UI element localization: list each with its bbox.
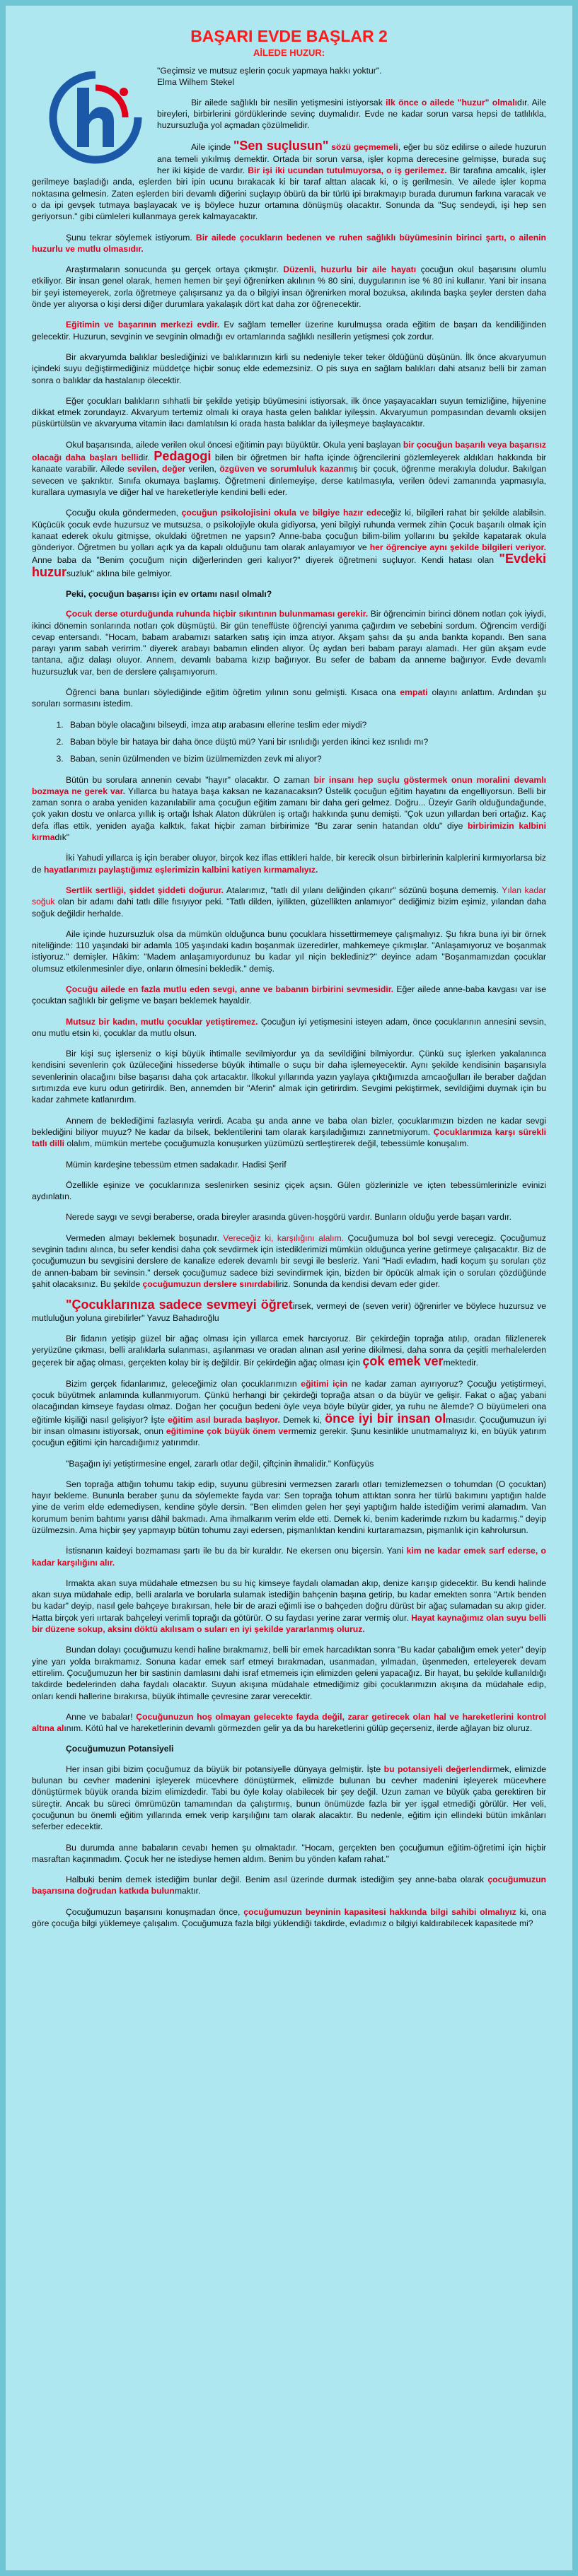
highlighted-text: Vereceğiz ki, karşılığını alalım. xyxy=(223,1232,345,1243)
highlighted-text: Mutsuz bir kadın, mutlu çocuklar yetiştiremez. xyxy=(66,1016,258,1027)
paragraph xyxy=(32,1458,546,1469)
text-run: Bir fidanın yetişip güzel bir ağaç olması için yıllarca emek harcıyoruz. Bir çekirdeğin toprağa atılıp, oradan filizlenerek yeryüzüne çıkması, belli aralıklarla sulanması, aşılanması ve oradan alınan asıl yerine dikilmesi, daha sonra da çeşitli merhalelerden geçerek bir ağaç olması, gerçekten kolay bir iş değildir. Bir çekirdeğin ağaç olması için xyxy=(32,1333,546,1368)
highlighted-text: ilk önce o ailede "huzur" olmalı xyxy=(386,97,518,107)
highlighted-text: çocuğumuzun beyninin kapasitesi hakkında bilgi sahibi olmalıyız xyxy=(243,1906,516,1917)
text-run: dır. Aile bireyleri, birbirlerini gördüklerinde sevinç duymalıdır. Evde ne kadar sorun varsa hepsi de tatlılıkla, huzursuzluğa yol açmadan çözülmelidir. xyxy=(157,97,546,131)
text-run: Anne baba da "Benim çocuğum niçin diğerlerinden geri kalıyor?" diyerek öğretmeni suçluyor. Kendi hatası olan xyxy=(32,555,499,566)
quote-author: Elma Wilhem Stekel xyxy=(157,77,235,88)
highlighted-text: bu potansiyeli değerlendir xyxy=(383,1764,493,1774)
paragraph xyxy=(32,1644,546,1701)
text-run: olalım, mümkün mertebe çocuğumuzla konuşurken yüzümüzü sertleştirerek değil, tebessümle konuşalım. xyxy=(64,1138,469,1149)
text-run: Eğer çocukları balıkların sıhhatli bir şekilde yetişip büyümesini istiyorsak, ilk önce yaşayacakları suyun temizliğine, hijyenine dikkat etmek zorundayız. Akvaryum tertemiz olmalı ki oraya hasta gelen balıklar iyileşsin. Akvaryumun pompasından devamlı oksijen püskürtülsün ve akvaryuma vitamin ilacı damlatılsın ki orada hasta balıklar da iyileşmeye başlayacaktır. xyxy=(32,395,546,429)
paragraph xyxy=(32,1578,546,1635)
highlighted-text: Hayat kaynağımız olan suyu belli bir düzene sokup, aksi​nı döktü akılısam o suları en iyi şekilde yararlanmış oluruz. xyxy=(32,1612,547,1635)
paragraph xyxy=(32,928,546,974)
highlighted-text: bir çocuğun başarılı veya başarısız olacağı daha başları belli xyxy=(32,439,546,463)
highlighted-text: bir insanı hep suçlu göstermek onun moralini devamlı bozmaya ne gerek var. xyxy=(32,774,546,796)
text-run: Bu durumda anne babaların cevabı hemen şu olmaktadır. "Hocam, gerçekten ben çocuğumun eğitim-öğretimi için hiçbir masraftan kaçınmadım. Çocuk her ne istediyse hemen aldım. Benim bu yönden kafam rahat." xyxy=(32,1842,546,1864)
text-run: Mümin kardeşine tebessüm etmen sadakadır. Hadisi Şerif xyxy=(66,1159,287,1170)
highlighted-text: Yılan kadar soğuk xyxy=(32,885,546,907)
logo-graphic xyxy=(45,66,147,169)
text-run: masıdır. Çocuğumuzun iyi bir insan olmasını istiyorsak, onun xyxy=(32,1414,546,1436)
article-body-part-2 xyxy=(32,774,546,1930)
paragraph xyxy=(32,1179,546,1203)
paragraph xyxy=(32,1711,546,1735)
text-run: Her insan gibi bizim çocuğumuz da büyük bir potansiyelle dünyaya gelmiştir. İşte xyxy=(66,1764,384,1774)
paragraph xyxy=(32,1159,546,1170)
text-run: Bir öğrencimin birinci dönem notları çok iyiydi, ikinci dönemin sonlarında notları çok düşmüştü. Bir gün teneffüste öğrenciyi yanıma çağırdım ve sebebini sordum. Öğrencim verdiği cevap entersandı. "Hocam, babam arabamızı satarken satış için imza atıyor. Akşam şahsı da şu anda bankta kopandı. Ben sana parayı yarım sabah verirrim." diyerek arabayı babamın elinden alıyor. Üç aydan beri babam parayı alamadı. Her gün akşam evde tantana, ağız dalaşı oluyor. Annem, devamlı babama kızıp bağırıyor. Bu sefer de babam da anneme bağırıyor. Evde devamlı huzursuzluk var, ben de derslere çalışamıyorum. xyxy=(32,609,547,677)
text-run: Çocuğumuza bol bol sevgi verecegiz. Çocuğumuz sevgi​nin tadını alınca, bu sefer kendisi daha çok sevdirmek için istediklerimizi mümkün olduğunca yerine getirmeye çalışacaktır. Biz de çocuğumuzun bu sevgisini derslere de kanalize ederek devamlı bir sevgi ile besleriz. Yani "Hadi evladım, hadi koçum şu soruları çöz de annen-babam bir sevinsin." dersek çocuğumuz sadece bizi sevindirmek için, bizden bir öpücük almak için o soruları çözdüğünde şahit olacaksınız. Bu şekilde xyxy=(32,1232,547,1289)
paragraph xyxy=(32,1842,546,1865)
highlighted-text: kim ne kadar emek sarf ederse, o kadar karşılığını alır. xyxy=(32,1546,546,1568)
text-run: Halbuki benim demek istediğim bunlar değil. Benim asıl üzerinde durmak istediğim şey anne-baba olarak xyxy=(66,1875,488,1885)
text-run: İki Yahudi yıllarca iş için beraber oluyor, birçok kez iflas ettikleri halde, bir kerecik olsun birbirlerinin kalplerini kırmıyorlarsa biz de xyxy=(32,853,546,875)
paragraph xyxy=(32,1333,546,1369)
section-heading xyxy=(32,588,546,600)
paragraph xyxy=(32,1016,546,1039)
highlighted-text: Çocuklarımıza karşı sürekli tatlı dilli xyxy=(32,1126,546,1149)
paragraph xyxy=(32,1378,546,1449)
text-run: bilen bir öğretmen bir hafta içinde öğrencilerini gözlemleyerek aldıkları hakkında bir kanaate varabilir. Ailede xyxy=(32,453,546,474)
text-run: Çocuğu okula göndermeden, xyxy=(66,508,182,518)
highlighted-text: birbirimizin kalbini kırma xyxy=(32,820,547,843)
paragraph xyxy=(32,1115,546,1150)
highlighted-text: Çocuğu ailede en fazla mutlu eden sevgi, anne ve babanın birbirini sevmesidir. xyxy=(66,984,394,994)
text-run: Bir tarafına amcalık, işler gerilmeye başladığı anda, eşlerden biri ipin ucunu bırakacak ki bir taraf alttan alacak ki, o iş gerilmesin. Ve ailede işler kopma noktasına gelmesin. Zaten eşlerden biri devamlı diğerini suçlayıp öbürü da bir türlü ipi bırakmayıp burada durumun farkına varacak ve o da ipi gevşek tutmaya başlayacak ve iş böylece huzur ortamına dönüşmüş olacaktır. Sonunda da "Suç sendeydi, işi hep sen geriyorsun." gibi cümleleri kullanmaya gerek kalmayacaktır. xyxy=(32,165,546,222)
highlighted-text: Çocuk derse oturduğunda ruhunda hiçbir sıkıntının bulunmaması gerekir. xyxy=(66,609,369,619)
paragraph xyxy=(32,439,546,498)
text-run: Aile içinde xyxy=(191,142,233,153)
highlighted-text: Bir işi iki ucundan tutulmuyorsa, o iş gerilemez. xyxy=(248,165,447,176)
text-run: Aile içinde huzursuzluk olsa da mümkün olduğunca bunu çocuklara hissettirmemeye çalışmalıyız. Şu fıkra buna iyi bir örnek niteliğinde: 110 yaşındaki bir adamla 105 yaşındaki kadın boşanmak üzeredirler, mahkemeye çıkmışlar. "Anlaşamıyoruz ve boşanmak istiyoruz." demişler. Hâkim: "Madem anlaşamıyordunuz bu kadar yıl niçin beklediniz?" deyince adam "Boşanmamızdan çocuklar olumsuz etkilenmesinler diye, onların ölmesini bekledik." demiş. xyxy=(32,928,546,974)
text-run: Nerede saygı ve sevgi beraberse, orada bireyler arasında güven-hoşgörü vardır. Bunların olduğu yerde başarı vardır. xyxy=(66,1212,512,1223)
paragraph xyxy=(32,984,546,1007)
highlighted-text: çocuğumuzun derslere sınırdabi xyxy=(142,1278,276,1289)
section-heading xyxy=(32,1743,546,1754)
text-run: olan bir adamı dahi tatlı dille fısıyıyor peki. "Tatlı dilden, iyilikten, güzellikten anlamıyor" dediğimiz bizim eşimiz, yılandan daha soğuk değildir herhalde. xyxy=(32,897,546,919)
paragraph xyxy=(32,852,546,875)
paragraph xyxy=(32,1211,546,1223)
text-run: Bundan dolayı çocuğumuzu kendi haline bırakmamız, belli bir emek harcadıktan sonra "Bu kadar çabalığım emek yeter" deyip yine yarı yolda bırakmamız. Sonuna kadar emek sarf etmeyi bırakmadan, usanmadan, yılmadan, üşenmeden, erteleyerek devam ettirelim. Çocuğumuzun her bir sastinin damlasını dahi israf etmemeis için elimizden geleni yapacağız. Bir hayat, bu şekilde kullanıldığı takdirde bedelerinden daha faydalı olacaktır. Suyun akışına müdahale etmediğimiz gibi çocuklarımızın akışına da müdahale edip, onları kendi hallerine bırakırsa, büyük ihtimalle çevresine zarar verecektir. xyxy=(32,1645,546,1701)
highlighted-text: Eğitimin ve başarının merkezi evdir. xyxy=(66,320,220,330)
text-run: Eğer ailede anne-baba kavgası var ise çocuktan sağlıklı bir gelişme ve başarı beklemek hayaldir. xyxy=(32,984,546,1006)
section-subtitle: AİLEDE HUZUR: xyxy=(253,47,325,58)
highlighted-text: Pedagogi xyxy=(154,449,212,464)
text-run: maktır. xyxy=(174,1886,201,1896)
text-run: ceğiz ki, bilgileri rahat bir şekilde alabilsin. Küçücük çocuk evde huzursuz ve mutsuzsa, o psikolojiyle okula gidiyorsa, yeni bilgiyi ruhunda vermek zihin Çocuk başarılı olmak için kanaat ederek okulu gitmişse, okuldaki öğretmen ne yapsın? Anne-baba çocuğun bilim-bilim yollarını bu şekilde kapatarak okula gönderiyor. Öğretmen bu yolları açık ya da kapalı olduğunu tam olarak anlayamıyor ve xyxy=(32,508,547,553)
text-run: Araştırmaların sonucunda şu gerçek ortaya çıkmıştır. xyxy=(66,264,284,275)
highlighted-text: "Çocuklarınıza sadece sevmeyi öğret xyxy=(66,1298,293,1312)
text-run: mektedir. xyxy=(443,1358,478,1368)
paragraph xyxy=(32,1048,546,1105)
text-run: olayını anlattım. Ardından şu soruları sormasını istedim. xyxy=(32,687,546,709)
highlighted-text: eğitim asıl burada başlıyor. xyxy=(168,1414,280,1425)
list-item: 2. Baban böyle bir hataya bir daha önce düştü mü? Yani bir ısrılıdığı yerden ikinci kez ısrılıdı mı? xyxy=(66,736,546,747)
text-run: ki, ona göre çocuğa bilgi yüklemeye çalışalım. Çocuğumuza fazla bilgi yüklendiği takdirde, evladımız o bilgiyi kaldırabilecek kapasitede mi? xyxy=(32,1906,546,1928)
text-run: Vermeden almayı beklemek boşunadır. xyxy=(66,1232,224,1243)
text-run: çocuğun okul başarısını olumlu etkiliyor. Bir insan genel olarak, hemen hemen bir şeyi öğrenirken akılının % 80 sini, duygularının ise % 80 ini kullanır. Yani bir insana bir şeyi istemeyerek, zorla öğretmeye çalışırsanız ya da o bilgiyi insan öğrenirken moral bozuksa, akılında başka şeyler dersten daha önde yer alıyorsa o kişi dersi diğer durumlara yakalaşık dört kat daha zor öğrenecektir. xyxy=(32,264,546,310)
text-run: Irmakta akan suya müdahale etmezsen bu su hiç kimseye faydalı olamadan akıp, denize karışıp gidecektir. Bu kendi halinde akan suya müdahale edip, belli aralarla ve borularla sulamak istediğin bahçenin başına getirip, bu kadar emekten sonra "Artık benden bu kadar" deyip, nasıl gele bahçeye bırakırsan, hele bir de arazi eğimli ise o bahçeden doğru dürüst bir ağaç sulamadan su akıp gider. Hatta birçok yeri ıırtarak bahçeleyi verimli toprağı da götürür. O su faydası yerine zarar vermiş olur. xyxy=(32,1578,546,1623)
highlighted-text: "Evdeki huzur xyxy=(32,552,546,579)
page-title: BAŞARI EVDE BAŞLAR 2 xyxy=(190,27,388,45)
text-run: Sen toprağa attığın tohumu takip edip, suyunu gübresini vermezsen zararlı otları temizlemezsen o tohumdan (O çocuktan) hayır bekleme. Bununla beraber şunu da söylemekte fayda var: Sen toprağa tohum attıktan sonra her türlü bakımını yaptığın halde yine de verim elde edemediysen, kendine şöyle dersin. "Ben elimden gelen her şeyi yaptığım halde istediğim verimi alamadım. Van korumum benim bahtımı yarısı dâhil bakmadı. Ama ihmalkarım verim elde etti. Demek ki, benim kaderimde rızkım bu kadarmış." deyip üzülmezsin. Ama hiçbir şey yapmayıp bütün tohumu zayi edersen, pişmanlıktan kendini kurtaramazsın, pişmanlık için kahrolursun. xyxy=(32,1479,546,1535)
paragraph xyxy=(32,1232,546,1290)
text-run: Bir ailede sağlıklı bir nesilin yetişmesini istiyorsak xyxy=(191,97,386,107)
text-run: suzluk" aklına bile gelmiyor. xyxy=(67,568,173,578)
text-run: dir. xyxy=(138,453,154,463)
highlighted-text: çocuğumuzun başarısına doğrudan katkıda bulun xyxy=(32,1875,546,1896)
text-run: liriz. Sonunda da kendisi devam eder gider. xyxy=(275,1278,441,1289)
text-run: mek, elimizde bulunan bu cevher madenini işleyerek mücevhere dönüştürmek, elimizde bulunan bu cevher madenini işleyerek mücevhere dönüştürmek büyük oranda bizim elimizdedir. Tabi bu öyle kolay olabilecek bir şey değil. Uzun zaman ve büyük çaba gerektiren bir süreçtir. Ancak bu süreci ömrümüzün tamamından da çalıştırmış, bunun önümüzde fazla bir yer işgal etmediği görülür. Her veli, çocuğunun bu önemli eğitim yıllarında emek verip karşılığını tam olarak alacaktır. Bu nedenle, eğitim için ellindeki bütün imkânları seferber edecektir. xyxy=(32,1764,546,1832)
paragraph xyxy=(32,232,546,255)
highlighted-text: Çocuğunuzun hoş olmayan gelecekte fayda değil, zarar getirecek olan hal ve hareketlerini kontrol altına al xyxy=(32,1711,546,1734)
paragraph xyxy=(32,1906,546,1930)
text-run: Çocuğumuzun başarısını konuşmadan önce, xyxy=(66,1906,244,1917)
text-run: Bir kişi suç işlerseniz o kişi büyük ihtimalle sevilmiyordur ya da sevildiğini bilmiyordur. Çünkü suç işlerken yakalanınca kendisini sevenlerin çok üzüleceğini hissederse büyük ihtimalle o suçu bir daha işlemeyecektir. Aynı şekilde kendisinin başarısıyla sevenlerinin olacağını bilse başarısı daha çok artacaktır. İlkokul yıllarında yazın yaylaya çıktığımızda amcaoğulları ile beraber dağdan sırtımızda eve kuru odun getirirdik. Ben, annemden bir "Aferin" almak için getirirdim. Sevgimi pekiştirmek, sevildiğimi duymak için bu kadar zahmete katlanırdım. xyxy=(32,1049,546,1105)
text-run: Özellikle eşinize ve çocuklarınıza seslenirken sesiniz çiçek açsın. Gülen gözlerinizle ve içten tebessümlerinizle evinizi aydınlatın. xyxy=(32,1179,546,1202)
highlighted-text: eğitimi için xyxy=(301,1378,348,1389)
text-run: ne kadar zaman ayırıyoruz? Çocuğu yetiştirmeyi, çocuk büyütmek anlamında kullanmıyorum. Çünkü herhangi bir çekirdeği toprağa atsan o da büyür ve gelişir. Fakat o ağaç yabani olacağından kimseye faydası olmaz. Doğan her çocuğun bedeni öyle veya böyle büyür gider, ya ruhu ne âlemde? O büyümeleri ona eğitimle kişiliği nasıl gelişiyor? İşte xyxy=(32,1378,546,1425)
quote-text: "Geçimsiz ve mutsuz eşlerin çocuk yapmaya hakkı yoktur". xyxy=(157,66,382,76)
article xyxy=(32,27,546,1938)
text-run: dık" xyxy=(54,832,70,843)
paragraph xyxy=(32,319,546,342)
paragraph xyxy=(32,1479,546,1536)
paragraph xyxy=(32,1764,546,1833)
highlighted-text: Bir ailede çocukların bedenen ve ruhen sağlıklı büyümesinin birinci şartı, o ailenin huzurlu ve mutlu olmasıdır. xyxy=(32,232,546,254)
highlighted-text: özgüven ve sorumluluk kazan xyxy=(219,464,344,474)
highlighted-text: sevilen, değer xyxy=(127,464,186,474)
paragraph xyxy=(32,774,546,844)
text-run: Bizim gerçek fidanlarımız, geleceğimiz olan çocuklarımızın xyxy=(66,1378,301,1389)
text-run: Demek ki, xyxy=(279,1414,325,1425)
paragraph xyxy=(32,885,546,919)
paragraph xyxy=(32,264,546,310)
page-background xyxy=(6,6,572,2570)
text-run: Annem de beklediğimi fazlasıyla verirdi. Acaba şu anda anne ve baba olan bizler, çocuklarımızın bizden ne kadar sevgi beklediğini biliyor muyuz? Ne kadar da bilsek, beklentilerini tam olarak karşıladığımızı zannetmiyorum. xyxy=(32,1115,546,1137)
paragraph xyxy=(32,1874,546,1897)
highlighted-text: çocuğun psikolojisini okula ve bilgiye hazır ede xyxy=(181,508,382,518)
text-run: Bir akvaryumda balıklar beslediğinizi ve balıklarınızın kirli su nedeniyle teker teker öldüğünü düşünün. İlk önce akvaryumun içindeki suyu değiştirmediğiniz müddetçe hiçbir sonuç elde edemezsiniz. O pis suya en sağlam balıkları dahi atsanız belli bir zaman sonra o balıklar da hastalanıp ölecektir. xyxy=(32,351,546,385)
paragraph xyxy=(32,1545,546,1568)
highlighted-text: eğitimine çok büyük önem ver xyxy=(166,1426,291,1436)
text-run: , eğer bu söz edilirse o ailede huzurun ana temeli yıkılmış demektir. Ortada bir sorun varsa, işler kopma derecesine gelmişse, burada suç her iki kişide de vardır. xyxy=(157,142,546,176)
text-run: Çocuğun iyi yetişmesini isteyen adam, önce çocuklarının annesini sevsin, onu mutlu etsin ki, çocuklar da mutlu olsun. xyxy=(32,1016,546,1038)
text-run: Anne ve babalar! xyxy=(66,1711,137,1722)
highlighted-text: çok emek ver xyxy=(362,1354,444,1369)
highlighted-text: "Sen suçlusun" xyxy=(233,139,329,153)
text-run: Ev sağlam temeller üzerine kurulmuşsa orada eğitim de başarı da kendiliğinden gelecektir. Huzurun, sevginin ve sevginin olmadığı ev ortamlarında sağlıklı nesillerin yetişmesi çok zordur. xyxy=(32,320,546,342)
text-run: verilen, xyxy=(185,464,220,474)
text-run: memiz gerekir. Şunu kesinlikle unutmamalıyız ki, en büyük yatırım çocuğun eğitimi için harcadığımız yatırımdır. xyxy=(32,1426,546,1448)
paragraph xyxy=(32,351,546,386)
paragraph xyxy=(32,608,546,677)
highlighted-text: hayatlarımızı paylaştığımız eşlerimizin kalbini katiyen kırmamalıyız. xyxy=(43,864,318,875)
text-run: Bütün bu sorulara annenin cevabı "hayır" olacaktır. O zaman xyxy=(66,774,314,785)
highlighted-text: Sertlik sertliği, şiddet şiddeti doğurur. xyxy=(66,885,224,895)
highlighted-text: her öğrenciye aynı şekilde bilgileri veriyor. xyxy=(369,542,546,553)
letter-h-logo-icon xyxy=(45,66,147,169)
text-run: İstisnanın kaideyi bozmaması şartı ile bu da bir kuraldır. Ne ekersen onu biçersin. Yani xyxy=(66,1546,407,1556)
text-run: Şunu tekrar söylemek istiyorum. xyxy=(66,232,196,243)
paragraph xyxy=(32,395,546,430)
paragraph xyxy=(32,1299,546,1324)
text-run: ınım. Kötü hal ve hareketlerinin devamlı görmezden gelir ya da bu hareketlerini gülüp geçerseniz, ilerde ağlayan biz oluruz. xyxy=(64,1723,533,1734)
highlighted-text: Düzenli, huzurlu bir aile hayatı xyxy=(283,264,417,275)
text-run: Öğrenci bana bunları söylediğinde eğitim öğretim yılının sonu gelmişti. Kısaca ona xyxy=(66,687,400,698)
list-item: 1. Baban böyle olacağını bilseydi, imza atıp arabasını ellerine teslim eder miydi? xyxy=(66,719,546,730)
article-body-part-1 xyxy=(32,97,546,710)
text-run: Okul başarısında, ailede verilen okul öncesi eğitimin payı büyüktür. Okula yeni başlayan xyxy=(66,439,403,450)
highlighted-text: empati xyxy=(400,687,428,698)
text-run: Atalarımız, "tatlı dil yılanı deliğinden çıkarır" sözünü boşuna dememiş. xyxy=(224,885,502,895)
question-list xyxy=(32,719,546,765)
text-run: mış bir çocuk, öğrenme merakıyla doludur. Bakılgan sevecen ve şakrıktır. Sınıfa okumaya başlamış. Öğretmeni dinlemeyişe, derse katılmasıyla, verilen ödevi zamanında yapmasıyla, kurallara uymasıyla ve diğer hal ve hareketleriyle kendini belli eder. xyxy=(32,464,546,497)
paragraph xyxy=(32,687,546,710)
paragraph xyxy=(32,507,546,579)
highlighted-text: önce iyi bir insan ol xyxy=(325,1411,446,1426)
text-run: Peki, çocuğun başarısı için ev ortamı nasıl olmalı? xyxy=(66,588,272,599)
highlighted-text: sözü geçmemeli xyxy=(328,142,398,153)
text-run: irsek, vermeyi de (seven verir) öğrenirler ve böylece huzursuz ve mutluluğun yoluna girebilirler" Yavuz Bahadıroğlu xyxy=(32,1301,546,1323)
list-item: 3. Baban, senin üzülmenden ve bizim üzülmemizden zevk mi alıyor? xyxy=(66,753,546,764)
text-run: Yıllarca bu hataya başa kaksan ne kazanacaksın? Üstelik çocuğun eğitim hayatını da engelliyorsun. Belli bir zaman sonra o araba yeniden kazanılabilir ama çocuğun eğitim zamanı bir daha geri gelmez. Doğru... Üzeyir Garih olduğundağunde, çok yakın dostu ve onlarca yıllık iş ortağı İshak Alaton dükrülen iş ortağı hakkında şunu demişti. "Çok uzun yıllardan beri ortağız. Kaç defa iflas ettik, yeniden ayağa kalktık, fakat hiçbir zaman birbirimize "Bu zarar senin hatandan oldu" diye xyxy=(32,786,546,831)
text-run: Çocuğumuzun Potansiyeli xyxy=(66,1744,174,1754)
text-run: "Başağın iyi yetiştirmesine engel, zararlı otlar değil, çiftçinin ihmalidir." Konfüçyüs xyxy=(66,1458,374,1469)
